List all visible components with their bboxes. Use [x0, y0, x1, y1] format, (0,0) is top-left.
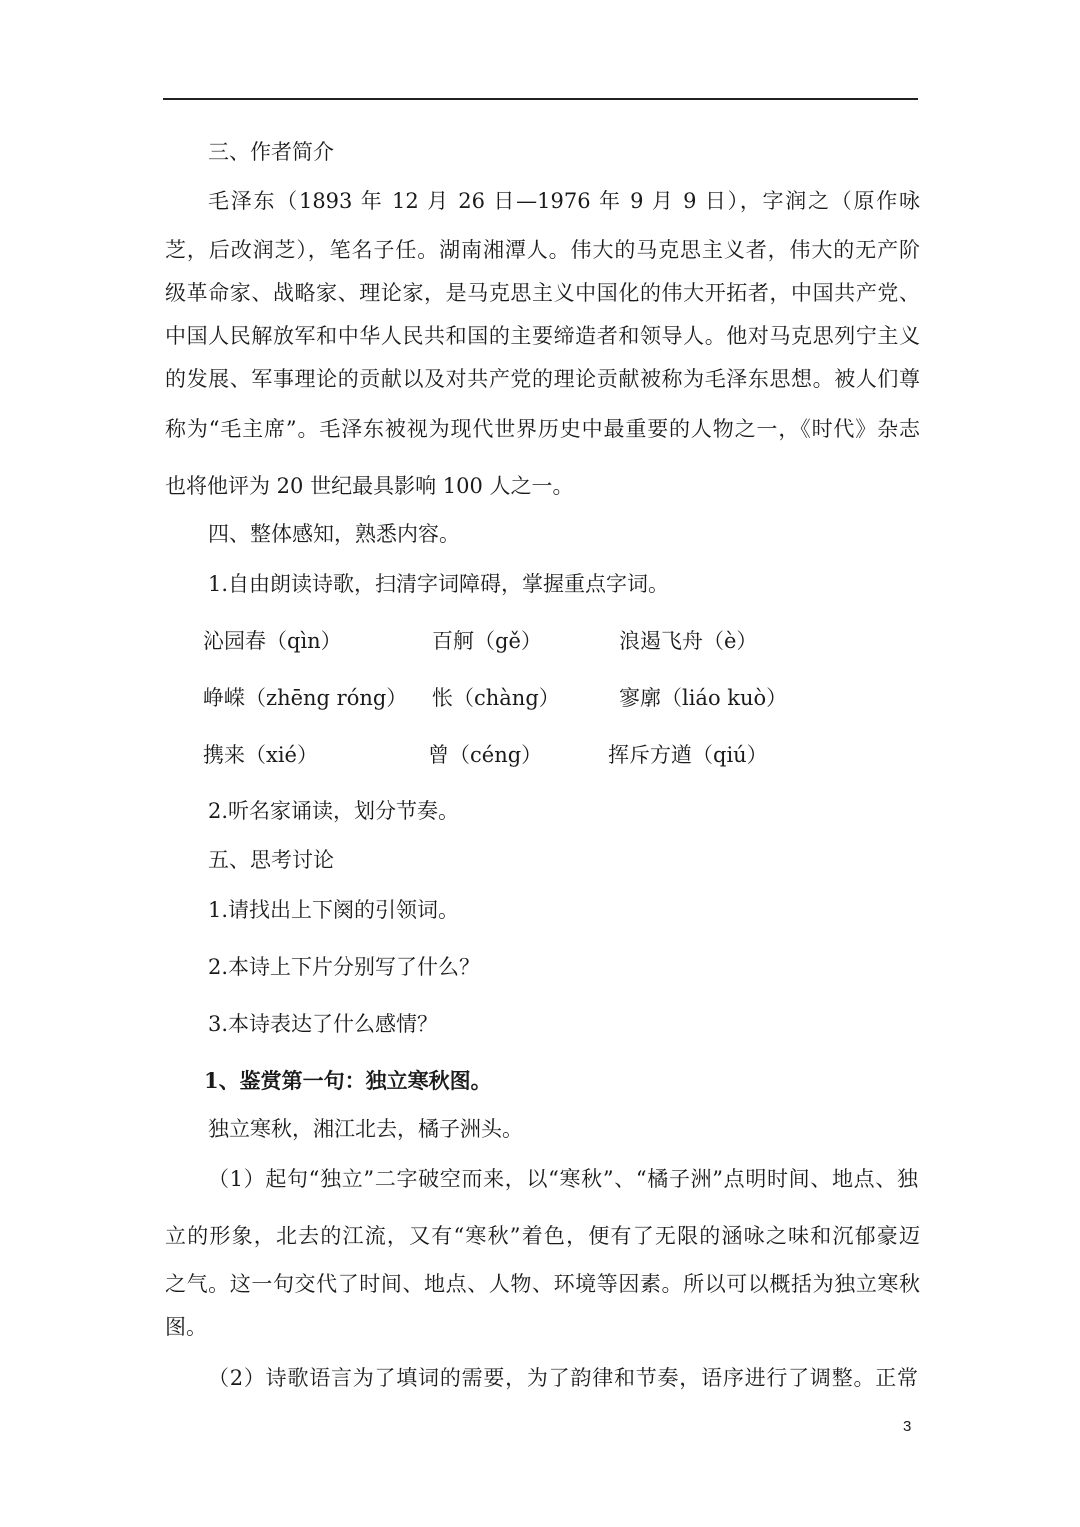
vocab-word: 怅（chàng）: [432, 686, 560, 710]
bio-line-3: 级革命家、战略家、理论家，是马克思主义中国化的伟大开拓者，中国共产党、: [165, 281, 920, 305]
analysis-1-line-2: 立的形象，北去的江流，又有“寒秋”着色，便有了无限的涵咏之味和沉郁豪迈: [165, 1224, 920, 1248]
analysis-1-line-4: 图。: [165, 1315, 207, 1339]
question-2: 2.本诗上下片分别写了什么？: [208, 955, 481, 979]
bio-line-7: 也将他评为 20 世纪最具影响 100 人之一。: [165, 474, 574, 498]
vocab-word: 峥嵘（zhēng róng）: [203, 686, 408, 710]
bio-line-2: 芝，后改润芝），笔名子任。湖南湘潭人。伟大的马克思主义者，伟大的无产阶: [165, 238, 920, 262]
question-3: 3.本诗表达了什么感情？: [208, 1012, 439, 1036]
question-1: 1.请找出上下阕的引领词。: [208, 898, 460, 922]
page-number: 3: [903, 1418, 912, 1435]
bio-line-6: 称为“毛主席”。毛泽东被视为现代世界历史中最重要的人物之一，《时代》杂志: [165, 417, 920, 441]
bio-line-5: 的发展、军事理论的贡献以及对共产党的理论贡献被称为毛泽东思想。被人们尊: [165, 367, 920, 391]
header-rule: [163, 98, 918, 100]
appreciation-heading: 1、鉴赏第一句：独立寒秋图。: [204, 1068, 492, 1093]
vocab-word: 浪遏飞舟（è）: [619, 629, 758, 653]
section4-item-1: 1.自由朗读诗歌，扫清字词障碍，掌握重点字词。: [208, 572, 670, 596]
section4-item-2: 2.听名家诵读，划分节奏。: [208, 799, 460, 823]
vocab-word: 挥斥方遒（qiú）: [608, 743, 768, 767]
analysis-1-line-1: （1）起句“独立”二字破空而来，以“寒秋”、“橘子洲”点明时间、地点、独: [208, 1167, 918, 1191]
vocab-word: 百舸（gě）: [432, 629, 542, 653]
section4-heading: 四、整体感知，熟悉内容。: [208, 522, 460, 546]
bio-line-1: 毛泽东（1893 年 12 月 26 日—1976 年 9 月 9 日），字润之（原作咏: [208, 189, 920, 213]
analysis-1-line-3: 之气。这一句交代了时间、地点、人物、环境等因素。所以可以概括为独立寒秋: [165, 1272, 920, 1296]
section5-heading: 五、思考讨论: [208, 848, 334, 872]
analysis-2-line-1: （2）诗歌语言为了填词的需要，为了韵律和节奏，语序进行了调整。正常: [208, 1366, 918, 1390]
section3-heading: 三、作者简介: [208, 140, 334, 164]
vocab-word: 携来（xié）: [203, 743, 318, 767]
vocab-word: 曾（céng）: [428, 743, 543, 767]
vocab-word: 寥廓（liáo kuò）: [619, 686, 788, 710]
vocab-word: 沁园春（qìn）: [203, 629, 342, 653]
bio-line-4: 中国人民解放军和中华人民共和国的主要缔造者和领导人。他对马克思列宁主义: [165, 324, 920, 348]
verse-line: 独立寒秋，湘江北去，橘子洲头。: [208, 1117, 523, 1141]
